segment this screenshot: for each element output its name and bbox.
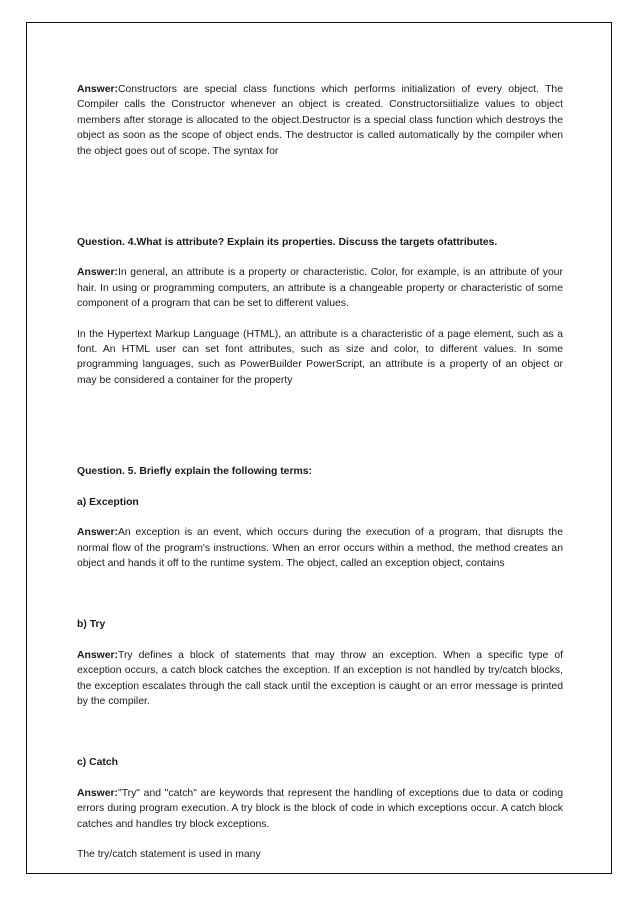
answer-label: Answer: xyxy=(77,84,118,95)
catch-answer xyxy=(77,786,563,832)
exception-answer-text: An exception is an event, which occurs during the execution of a program, that disrupts the normal flow of the program's instructions. When an error occurs within a method, the method creates an object and hands it off to the runtime system. The object, called an exception object, contains xyxy=(77,527,563,569)
try-answer xyxy=(77,648,563,710)
try-heading: b) Try xyxy=(77,619,106,631)
q3-answer xyxy=(77,82,563,159)
q4-answer xyxy=(77,265,563,311)
q3-answer-text: Constructors are special class functions which performs initialization of every object. The Compiler calls the Constructor whenever an object is created. Constructorsiitialize values to object members after storage is allocated to the object.Destructor is a special class function which destroys the object as soon as the scope of object ends. The destructor is called automatically by the compiler when the object goes out of scope. The syntax for xyxy=(77,84,563,157)
exception-heading: a) Exception xyxy=(77,496,139,508)
answer-label: Answer: xyxy=(77,527,118,539)
try-answer-text: Try defines a block of statements that may throw an exception. When a specific type of exception occurs, a catch block catches the exception. If an exception is not handled by try/catch blocks, the exception escalates through the call stack until the exception is caught or an error message is printed by the compiler. xyxy=(77,649,563,707)
answer-label: Answer: xyxy=(77,649,118,661)
answer-label: Answer: xyxy=(77,267,118,279)
q4-answer-text: In general, an attribute is a property or characteristic. Color, for example, is an attribute of your hair. In using or programming computers, an attribute is a changeable property or characteristic of some component of a program that can be set to different values. xyxy=(77,267,563,310)
q5-heading: Question. 5. Briefly explain the following terms: xyxy=(77,466,312,478)
catch-heading: c) Catch xyxy=(77,757,118,769)
catch-answer-paragraph-2: The try/catch statement is used in many xyxy=(77,848,261,860)
answer-label: Answer: xyxy=(77,787,118,799)
q4-answer-paragraph-2: In the Hypertext Markup Language (HTML), an attribute is a characteristic of a page element, such as a font. An HTML user can set font attributes, such as size and color, to different values. In some programming languages, such as PowerBuilder PowerScript, an attribute is a property of an object or may be considered a container for the property xyxy=(77,328,563,386)
exception-answer xyxy=(77,525,563,571)
q4-heading: Question. 4.What is attribute? Explain its properties. Discuss the targets ofattributes. xyxy=(77,237,498,249)
document-body xyxy=(77,82,563,862)
catch-answer-text: "Try" and "catch" are keywords that represent the handling of exceptions due to data or coding errors during program execution. A try block is the block of code in which exceptions occur. A catch block catches and handles try block exceptions. xyxy=(77,787,563,830)
